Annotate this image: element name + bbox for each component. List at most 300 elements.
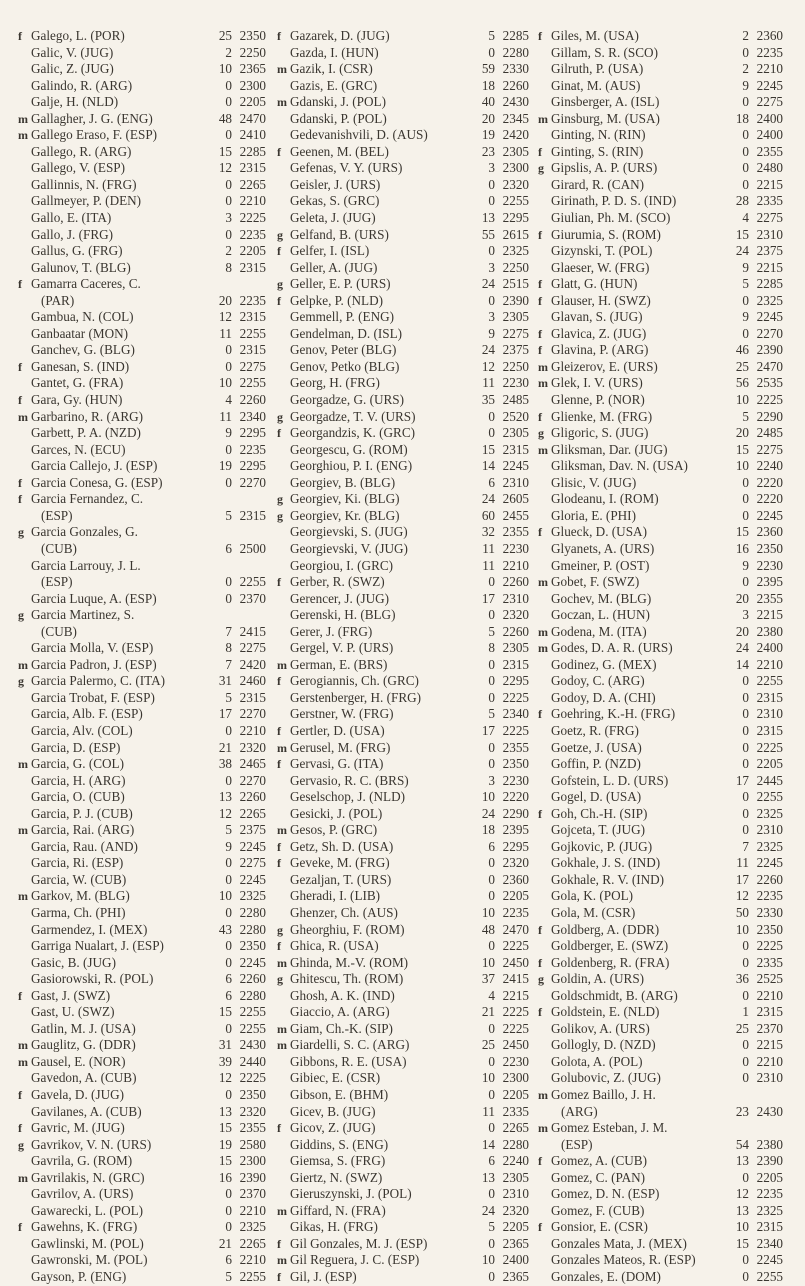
games-count: 11 xyxy=(219,408,232,424)
elo-rating: 2325 xyxy=(239,888,266,904)
games-count: 15 xyxy=(735,1235,749,1251)
title-code: g xyxy=(18,525,24,540)
player-name xyxy=(31,160,125,177)
games-count: 16 xyxy=(735,540,749,556)
player-name xyxy=(551,160,657,177)
player-entry xyxy=(277,210,529,227)
games-count: 0 xyxy=(742,94,749,110)
games-count: 21 xyxy=(218,739,232,755)
elo-rating: 2310 xyxy=(502,590,529,606)
player-name xyxy=(31,243,123,260)
player-name-text: Giemsa, S. (FRG) xyxy=(290,1153,386,1169)
games-count: 0 xyxy=(488,1053,495,1069)
player-name xyxy=(551,326,646,343)
player-name-text: Glodeanu, I. (ROM) xyxy=(551,491,659,507)
player-name-text: Goldenberg, R. (FRA) xyxy=(551,954,670,970)
player-federation-continued: (CUB) xyxy=(41,623,77,639)
games-count: 0 xyxy=(742,938,749,954)
games-count: 5 xyxy=(488,1219,495,1235)
player-entry xyxy=(538,955,783,972)
player-entry xyxy=(277,326,529,343)
title-code: f xyxy=(18,393,22,408)
games-count: 35 xyxy=(481,392,495,408)
elo-rating: 2350 xyxy=(756,921,783,937)
player-entry xyxy=(277,442,529,459)
player-name-text: Goczan, L. (HUN) xyxy=(551,607,650,623)
games-count: 0 xyxy=(742,292,749,308)
player-name xyxy=(31,359,129,376)
player-name xyxy=(551,144,643,161)
player-name xyxy=(551,1120,667,1153)
games-count: 0 xyxy=(742,474,749,490)
games-count: 10 xyxy=(735,392,749,408)
player-name-text: Gola, K. (POL) xyxy=(551,888,634,904)
player-name-text: Gofstein, L. D. (URS) xyxy=(551,772,669,788)
games-count: 2 xyxy=(742,28,749,43)
player-entry xyxy=(277,1186,529,1203)
player-entry xyxy=(538,822,783,839)
player-entry xyxy=(18,1120,266,1137)
games-count: 6 xyxy=(225,987,232,1003)
games-count: 20 xyxy=(218,292,232,308)
player-name xyxy=(551,1236,687,1253)
elo-rating: 2415 xyxy=(502,971,529,987)
player-name-text: Gomez, C. (PAN) xyxy=(551,1169,646,1185)
elo-rating: 2275 xyxy=(239,855,266,871)
elo-rating: 2210 xyxy=(756,1053,783,1069)
games-count: 19 xyxy=(218,1136,232,1152)
player-name xyxy=(551,45,658,62)
player-name xyxy=(290,789,405,806)
elo-rating: 2205 xyxy=(756,756,783,772)
player-entry xyxy=(277,922,529,939)
elo-rating: 2355 xyxy=(502,739,529,755)
player-entry xyxy=(538,375,783,392)
player-name-text: Gavrilov, A. (URS) xyxy=(31,1186,134,1202)
elo-rating: 2485 xyxy=(502,392,529,408)
player-name xyxy=(290,773,409,790)
elo-rating: 2395 xyxy=(756,574,783,590)
player-name-text: Gazarek, D. (JUG) xyxy=(290,28,390,43)
player-name-text: Glueck, D. (USA) xyxy=(551,524,647,540)
player-name xyxy=(551,458,688,475)
title-code: f xyxy=(277,723,281,738)
games-count: 0 xyxy=(488,1186,495,1202)
player-name-text: Gheradi, I. (LIB) xyxy=(290,888,381,904)
player-name-text: Garmendez, I. (MEX) xyxy=(31,921,148,937)
player-name xyxy=(290,144,389,161)
player-entry xyxy=(18,491,266,524)
player-name xyxy=(551,905,635,922)
player-name xyxy=(290,458,412,475)
elo-rating: 2245 xyxy=(756,77,783,93)
games-count: 13 xyxy=(735,1153,749,1169)
player-name-text: Geller, E. P. (URS) xyxy=(290,276,391,292)
elo-rating: 2270 xyxy=(239,474,266,490)
elo-rating: 2210 xyxy=(239,722,266,738)
player-entry xyxy=(18,425,266,442)
title-code: m xyxy=(538,376,548,391)
player-entry xyxy=(277,425,529,442)
games-count: 10 xyxy=(735,1219,749,1235)
player-name-text: Ginsberger, A. (ISL) xyxy=(551,94,660,110)
elo-rating: 2295 xyxy=(239,458,266,474)
player-name-text: Glatt, G. (HUN) xyxy=(551,276,638,292)
player-entry xyxy=(538,574,783,591)
column-2 xyxy=(277,28,529,1286)
player-name xyxy=(551,855,660,872)
player-name-text: Gligoric, S. (JUG) xyxy=(551,425,649,441)
elo-rating: 2390 xyxy=(502,292,529,308)
player-name xyxy=(31,855,123,872)
player-entry xyxy=(18,971,266,988)
title-code: m xyxy=(277,1021,287,1036)
player-entry xyxy=(18,955,266,972)
elo-rating: 2280 xyxy=(502,44,529,60)
player-name-text: Georgievski, S. (JUG) xyxy=(290,524,408,540)
elo-rating: 2285 xyxy=(239,143,266,159)
player-name-text: Ghinda, M.-V. (ROM) xyxy=(290,954,409,970)
player-name xyxy=(551,227,661,244)
elo-rating: 2240 xyxy=(756,458,783,474)
elo-rating: 2460 xyxy=(239,673,266,689)
elo-rating: 2235 xyxy=(239,441,266,457)
player-name xyxy=(290,475,395,492)
elo-rating: 2315 xyxy=(239,507,266,523)
player-entry xyxy=(277,1219,529,1236)
player-name-text: Garcia Molla, V. (ESP) xyxy=(31,640,154,656)
elo-rating: 2300 xyxy=(239,77,266,93)
games-count: 31 xyxy=(218,673,232,689)
player-entry xyxy=(277,955,529,972)
player-name-text: Georgiev, Kr. (BLG) xyxy=(290,507,400,523)
games-count: 48 xyxy=(218,110,232,126)
elo-rating: 2285 xyxy=(502,28,529,43)
elo-rating: 2330 xyxy=(502,61,529,77)
player-name-text: Golikov, A. (URS) xyxy=(551,1020,650,1036)
games-count: 48 xyxy=(481,921,495,937)
player-name-text: Gerstner, W. (FRG) xyxy=(290,706,394,722)
games-count: 12 xyxy=(481,358,495,374)
player-name xyxy=(290,888,380,905)
player-name-text: Ginsburg, M. (USA) xyxy=(551,110,660,126)
elo-rating: 2325 xyxy=(756,1202,783,1218)
games-count: 11 xyxy=(219,325,232,341)
player-name-text: Garcia Larrouy, J. L. xyxy=(31,557,141,573)
games-count: 0 xyxy=(742,987,749,1003)
elo-rating: 2370 xyxy=(239,1186,266,1202)
elo-rating: 2315 xyxy=(502,441,529,457)
games-count: 12 xyxy=(218,309,232,325)
games-count: 8 xyxy=(225,640,232,656)
elo-rating: 2210 xyxy=(239,1252,266,1268)
player-entry xyxy=(18,392,266,409)
player-entry xyxy=(538,1054,783,1071)
player-name xyxy=(290,177,380,194)
player-name-text: Glyanets, A. (URS) xyxy=(551,540,655,556)
player-name xyxy=(551,442,667,459)
player-entry xyxy=(18,193,266,210)
games-count: 15 xyxy=(218,1153,232,1169)
games-count: 0 xyxy=(742,1037,749,1053)
player-name xyxy=(551,789,641,806)
player-entry xyxy=(538,640,783,657)
player-name-text: Gazik, I. (CSR) xyxy=(290,61,373,77)
title-code: f xyxy=(18,475,22,490)
player-name-text: Godoy, C. (ARG) xyxy=(551,673,645,689)
player-entry xyxy=(538,144,783,161)
title-code: f xyxy=(277,856,281,871)
player-name-text: Gallus, G. (FRG) xyxy=(31,243,123,259)
player-name-text: Gloria, E. (PHI) xyxy=(551,507,636,523)
title-code: g xyxy=(277,277,283,292)
player-name xyxy=(290,1004,390,1021)
player-name xyxy=(551,872,664,889)
player-name-text: Ginting, N. (RIN) xyxy=(551,127,646,143)
title-code: m xyxy=(277,657,287,672)
games-count: 23 xyxy=(735,1103,749,1119)
player-entry xyxy=(538,475,783,492)
elo-rating: 2255 xyxy=(239,325,266,341)
player-entry xyxy=(277,1104,529,1121)
player-entry xyxy=(277,756,529,773)
elo-rating: 2245 xyxy=(239,838,266,854)
elo-rating: 2215 xyxy=(756,259,783,275)
games-count: 0 xyxy=(488,656,495,672)
player-name-text: Gokhale, J. S. (IND) xyxy=(551,855,661,871)
player-name xyxy=(31,773,125,790)
games-count: 0 xyxy=(225,127,232,143)
elo-rating: 2205 xyxy=(502,1087,529,1102)
player-name-text: Gallo, J. (FRG) xyxy=(31,226,114,242)
player-entry xyxy=(18,591,266,608)
title-code: f xyxy=(18,1220,22,1235)
player-entry xyxy=(18,260,266,277)
player-name-text: Gliksman, Dar. (JUG) xyxy=(551,441,668,457)
player-name-text: Ginat, M. (AUS) xyxy=(551,77,641,93)
title-code: f xyxy=(18,492,22,507)
title-code: f xyxy=(18,359,22,374)
player-name xyxy=(31,607,134,640)
player-name xyxy=(31,61,114,78)
player-name xyxy=(551,922,659,939)
player-name-text: Goldberg, A. (DDR) xyxy=(551,921,660,937)
elo-rating: 2375 xyxy=(502,342,529,358)
player-name xyxy=(290,839,393,856)
games-count: 5 xyxy=(225,507,232,523)
player-name-text: Gayson, P. (ENG) xyxy=(31,1269,127,1285)
player-entry xyxy=(18,1070,266,1087)
player-name-text: Gergel, V. P. (URS) xyxy=(290,640,394,656)
games-count: 20 xyxy=(481,110,495,126)
player-name xyxy=(551,1087,656,1120)
player-entry xyxy=(18,756,266,773)
player-entry xyxy=(18,177,266,194)
player-name-text: Gdanski, J. (POL) xyxy=(290,94,386,110)
player-name-text: Ganchev, G. (BLG) xyxy=(31,342,135,358)
player-name xyxy=(290,624,372,641)
title-code: f xyxy=(538,525,542,540)
elo-rating: 2325 xyxy=(756,292,783,308)
player-entry xyxy=(538,541,783,558)
elo-rating: 2350 xyxy=(239,1087,266,1102)
player-name-text: Gallo, E. (ITA) xyxy=(31,210,112,226)
games-count: 11 xyxy=(736,855,749,871)
player-name xyxy=(31,392,122,409)
elo-rating: 2295 xyxy=(239,425,266,441)
player-name xyxy=(31,888,130,905)
player-name xyxy=(551,706,675,723)
player-name xyxy=(290,1219,378,1236)
title-code: f xyxy=(18,277,22,292)
title-code: f xyxy=(18,29,22,43)
elo-rating: 2300 xyxy=(239,1153,266,1169)
player-entry xyxy=(538,309,783,326)
player-entry xyxy=(18,524,266,557)
player-name-text: Gollogly, D. (NZD) xyxy=(551,1037,656,1053)
elo-rating: 2235 xyxy=(239,292,266,308)
player-name xyxy=(31,1186,133,1203)
player-name xyxy=(290,78,377,95)
player-name xyxy=(551,558,649,575)
elo-rating: 2315 xyxy=(756,1219,783,1235)
player-entry xyxy=(538,326,783,343)
elo-rating: 2280 xyxy=(239,921,266,937)
elo-rating: 2365 xyxy=(502,1269,529,1285)
games-count: 6 xyxy=(488,474,495,490)
player-entry xyxy=(538,243,783,260)
player-name xyxy=(551,591,651,608)
player-name-text: Goetze, J. (USA) xyxy=(551,739,642,755)
player-entry xyxy=(277,458,529,475)
player-entry xyxy=(538,210,783,227)
elo-rating: 2255 xyxy=(756,1269,783,1285)
title-code: f xyxy=(538,922,542,937)
player-name-text: Gavric, M. (JUG) xyxy=(31,1120,125,1136)
player-name-text: Galindo, R. (ARG) xyxy=(31,77,133,93)
player-entry xyxy=(277,789,529,806)
title-code: f xyxy=(538,293,542,308)
player-name-text: Geisler, J. (URS) xyxy=(290,176,381,192)
games-count: 19 xyxy=(218,458,232,474)
elo-rating: 2360 xyxy=(502,871,529,887)
player-entry xyxy=(18,690,266,707)
player-name xyxy=(290,210,376,227)
games-count: 0 xyxy=(488,1120,495,1136)
player-entry xyxy=(18,740,266,757)
player-entry xyxy=(538,1203,783,1220)
player-name xyxy=(290,905,398,922)
elo-rating: 2470 xyxy=(502,921,529,937)
player-name xyxy=(290,640,393,657)
player-federation-continued: (ESP) xyxy=(41,507,73,523)
player-entry xyxy=(18,1236,266,1253)
title-code: f xyxy=(277,674,281,689)
elo-rating: 2275 xyxy=(239,640,266,656)
player-name xyxy=(290,1269,357,1286)
player-entry xyxy=(18,806,266,823)
games-count: 0 xyxy=(488,673,495,689)
games-count: 5 xyxy=(488,706,495,722)
player-name-text: Gilruth, P. (USA) xyxy=(551,61,644,77)
elo-rating: 2275 xyxy=(502,325,529,341)
player-name-text: Garkov, M. (BLG) xyxy=(31,888,130,904)
elo-rating: 2355 xyxy=(756,143,783,159)
player-name xyxy=(551,491,659,508)
games-count: 14 xyxy=(481,1136,495,1152)
player-name xyxy=(290,375,380,392)
elo-rating: 2525 xyxy=(756,971,783,987)
games-count: 0 xyxy=(225,938,232,954)
player-name xyxy=(31,260,131,277)
games-count: 0 xyxy=(225,722,232,738)
player-name xyxy=(290,326,402,343)
elo-rating: 2245 xyxy=(756,507,783,523)
games-count: 20 xyxy=(735,590,749,606)
elo-rating: 2420 xyxy=(239,656,266,672)
player-name-text: Georghiou, P. I. (ENG) xyxy=(290,458,413,474)
player-entry xyxy=(277,1153,529,1170)
elo-rating: 2360 xyxy=(756,28,783,43)
player-name xyxy=(290,690,421,707)
player-entry xyxy=(18,723,266,740)
player-entry xyxy=(18,243,266,260)
player-name-text: Gobet, F. (SWZ) xyxy=(551,574,640,590)
player-entry xyxy=(277,94,529,111)
player-name xyxy=(31,227,113,244)
player-name-text: Gallmeyer, P. (DEN) xyxy=(31,193,142,209)
player-name xyxy=(290,1252,419,1269)
player-entry xyxy=(277,1070,529,1087)
games-count: 20 xyxy=(735,623,749,639)
player-name xyxy=(31,127,157,144)
player-name xyxy=(551,127,646,144)
games-count: 0 xyxy=(225,474,232,490)
elo-rating: 2365 xyxy=(239,61,266,77)
player-name xyxy=(290,524,408,541)
player-name xyxy=(551,673,645,690)
column-1 xyxy=(18,28,266,1286)
games-count: 4 xyxy=(488,987,495,1003)
player-name xyxy=(551,111,660,128)
player-name-text: Gezaljan, T. (URS) xyxy=(290,871,392,887)
player-entry xyxy=(277,359,529,376)
elo-rating: 2210 xyxy=(756,61,783,77)
games-count: 4 xyxy=(742,210,749,226)
games-count: 0 xyxy=(488,607,495,623)
elo-rating: 2615 xyxy=(502,226,529,242)
player-name xyxy=(290,1137,388,1154)
games-count: 19 xyxy=(481,127,495,143)
player-name xyxy=(551,971,644,988)
player-name xyxy=(551,1203,644,1220)
player-name-text: Garcia Palermo, C. (ITA) xyxy=(31,673,166,689)
player-entry xyxy=(277,938,529,955)
elo-rating: 2365 xyxy=(502,1235,529,1251)
player-entry xyxy=(18,144,266,161)
player-entry xyxy=(538,624,783,641)
elo-rating: 2245 xyxy=(239,871,266,887)
player-name-text: Gerusel, M. (FRG) xyxy=(290,739,391,755)
player-name-text: Gausel, E. (NOR) xyxy=(31,1053,126,1069)
player-entry xyxy=(538,127,783,144)
player-name xyxy=(290,822,377,839)
player-name xyxy=(551,574,639,591)
player-name-text: Georg, H. (FRG) xyxy=(290,375,380,391)
games-count: 0 xyxy=(742,1169,749,1185)
title-code: g xyxy=(18,674,24,689)
title-code: f xyxy=(277,1121,281,1136)
